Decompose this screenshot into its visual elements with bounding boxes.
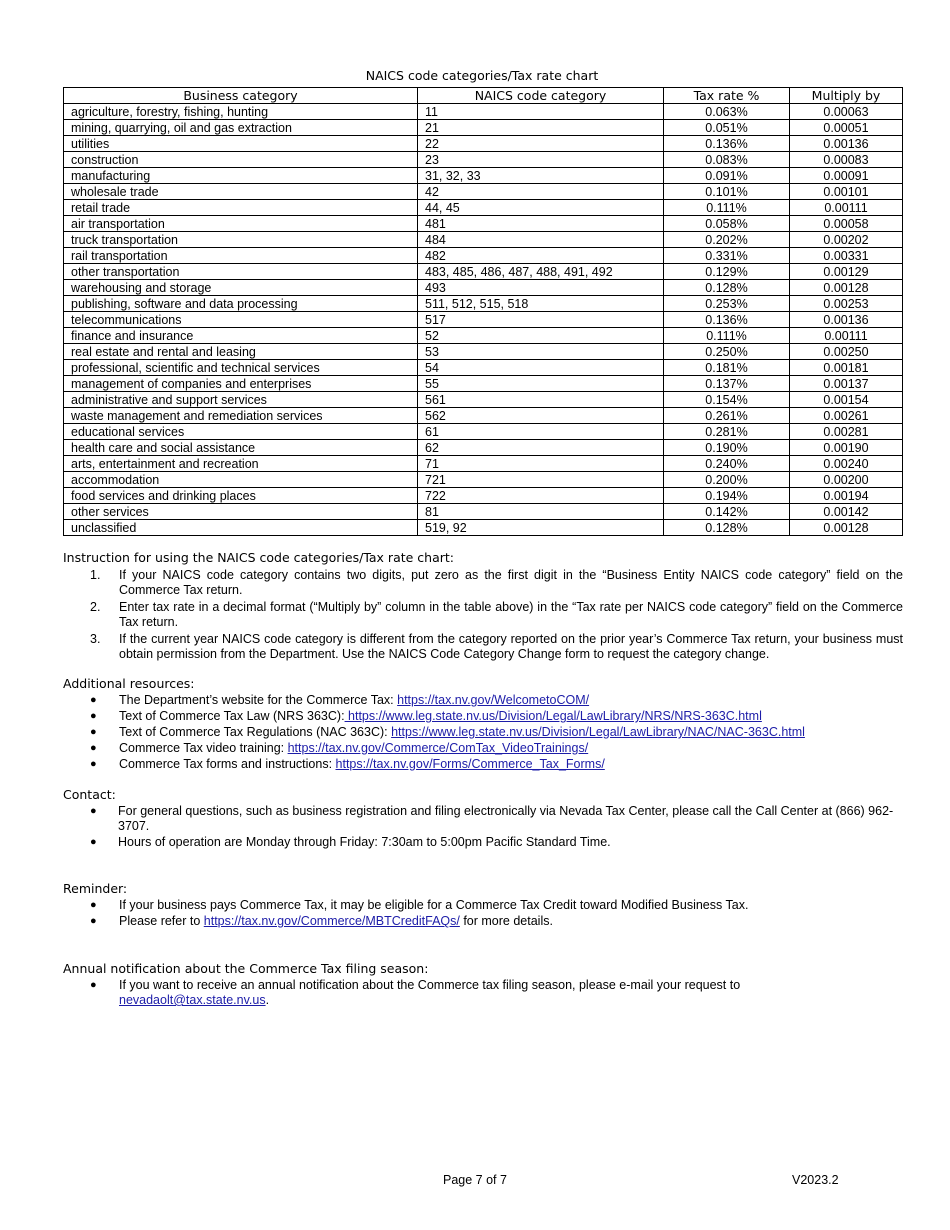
table-row: [64, 472, 903, 488]
bullet-icon: ●: [90, 694, 97, 706]
cell-business-category: retail trade: [64, 200, 418, 216]
page-number: Page 7 of 7: [443, 1173, 507, 1187]
cell-business-category: unclassified: [64, 520, 418, 536]
cell-tax-rate: 0.250%: [664, 344, 790, 360]
contact-section: [63, 787, 903, 851]
cell-multiply-by: 0.00128: [790, 520, 903, 536]
cell-business-category: air transportation: [64, 216, 418, 232]
video-training-link[interactable]: https://tax.nv.gov/Commerce/ComTax_VideoTrainings/: [287, 741, 589, 755]
cell-business-category: publishing, software and data processing: [64, 296, 418, 312]
instructions-heading: Instruction for using the NAICS code categories/Tax rate chart:: [63, 550, 455, 565]
resources-section: [63, 676, 903, 773]
cell-multiply-by: 0.00111: [790, 328, 903, 344]
cell-multiply-by: 0.00137: [790, 376, 903, 392]
table-row: [64, 216, 903, 232]
header-tax-rate: Tax rate %: [664, 88, 790, 104]
table-row: [64, 456, 903, 472]
cell-tax-rate: 0.142%: [664, 504, 790, 520]
cell-naics-code: 721: [418, 472, 664, 488]
table-row: [64, 344, 903, 360]
list-item: ● Text of Commerce Tax Regulations (NAC 363C): https://www.leg.state.nv.us/Division/Legal/LawLibrary/NAC/NAC-363C.html: [90, 725, 805, 739]
cell-multiply-by: 0.00101: [790, 184, 903, 200]
cell-multiply-by: 0.00083: [790, 152, 903, 168]
cell-naics-code: 54: [418, 360, 664, 376]
version-label: V2023.2: [792, 1173, 839, 1187]
cell-tax-rate: 0.128%: [664, 520, 790, 536]
cell-multiply-by: 0.00058: [790, 216, 903, 232]
table-row: [64, 376, 903, 392]
resources-heading: Additional resources:: [63, 676, 195, 691]
table-row: [64, 504, 903, 520]
cell-naics-code: 62: [418, 440, 664, 456]
cell-naics-code: 11: [418, 104, 664, 120]
cell-multiply-by: 0.00136: [790, 312, 903, 328]
cell-business-category: manufacturing: [64, 168, 418, 184]
header-multiply-by: Multiply by: [790, 88, 903, 104]
cell-business-category: accommodation: [64, 472, 418, 488]
bullet-icon: ●: [90, 805, 97, 817]
cell-multiply-by: 0.00129: [790, 264, 903, 280]
cell-tax-rate: 0.091%: [664, 168, 790, 184]
cell-tax-rate: 0.111%: [664, 200, 790, 216]
cell-business-category: telecommunications: [64, 312, 418, 328]
table-title: NAICS code categories/Tax rate chart: [365, 68, 599, 83]
forms-instructions-link[interactable]: https://tax.nv.gov/Forms/Commerce_Tax_Forms/: [335, 757, 605, 771]
cell-business-category: professional, scientific and technical services: [64, 360, 418, 376]
cell-business-category: finance and insurance: [64, 328, 418, 344]
table-row: [64, 520, 903, 536]
email-link[interactable]: nevadaolt@tax.state.nv.us: [119, 993, 266, 1007]
cell-multiply-by: 0.00331: [790, 248, 903, 264]
cell-multiply-by: 0.00190: [790, 440, 903, 456]
cell-naics-code: 23: [418, 152, 664, 168]
cell-multiply-by: 0.00091: [790, 168, 903, 184]
cell-naics-code: 53: [418, 344, 664, 360]
table-row: [64, 488, 903, 504]
cell-multiply-by: 0.00281: [790, 424, 903, 440]
list-item: ● For general questions, such as business registration and filing electronically via Nevada Tax Center, please call the Call Center at (866) 962-3707.: [90, 804, 894, 833]
list-item: ● Text of Commerce Tax Law (NRS 363C): https://www.leg.state.nv.us/Division/Legal/LawLibrary/NRS/NRS-363C.html: [90, 709, 762, 723]
table-row: [64, 248, 903, 264]
cell-multiply-by: 0.00200: [790, 472, 903, 488]
list-item: ● Commerce Tax forms and instructions: https://tax.nv.gov/Forms/Commerce_Tax_Forms/: [90, 757, 605, 771]
cell-tax-rate: 0.181%: [664, 360, 790, 376]
cell-tax-rate: 0.128%: [664, 280, 790, 296]
table-row: [64, 152, 903, 168]
cell-multiply-by: 0.00261: [790, 408, 903, 424]
table-row: [64, 408, 903, 424]
table-row: [64, 280, 903, 296]
cell-business-category: construction: [64, 152, 418, 168]
nac-363c-link[interactable]: https://www.leg.state.nv.us/Division/Legal/LawLibrary/NAC/NAC-363C.html: [391, 725, 805, 739]
cell-business-category: truck transportation: [64, 232, 418, 248]
cell-tax-rate: 0.240%: [664, 456, 790, 472]
table-row: [64, 312, 903, 328]
list-item: ● Hours of operation are Monday through Friday: 7:30am to 5:00pm Pacific Standard Time.: [90, 835, 611, 849]
cell-tax-rate: 0.051%: [664, 120, 790, 136]
list-item: ● Please refer to https://tax.nv.gov/Commerce/MBTCreditFAQs/ for more details.: [90, 914, 553, 928]
cell-tax-rate: 0.111%: [664, 328, 790, 344]
cell-multiply-by: 0.00142: [790, 504, 903, 520]
cell-business-category: agriculture, forestry, fishing, hunting: [64, 104, 418, 120]
bullet-icon: ●: [90, 836, 97, 848]
cell-tax-rate: 0.281%: [664, 424, 790, 440]
bullet-icon: ●: [90, 899, 97, 911]
cell-tax-rate: 0.154%: [664, 392, 790, 408]
cell-business-category: waste management and remediation services: [64, 408, 418, 424]
cell-tax-rate: 0.063%: [664, 104, 790, 120]
cell-tax-rate: 0.253%: [664, 296, 790, 312]
cell-tax-rate: 0.137%: [664, 376, 790, 392]
cell-tax-rate: 0.202%: [664, 232, 790, 248]
table-row: [64, 440, 903, 456]
cell-multiply-by: 0.00250: [790, 344, 903, 360]
instruction-step: 1. If your NAICS code category contains two digits, put zero as the first digit in the “Business Entity NAICS code category” field on the Commerce Tax return.: [90, 568, 903, 597]
instructions-section: [63, 550, 903, 664]
cell-naics-code: 31, 32, 33: [418, 168, 664, 184]
cell-tax-rate: 0.136%: [664, 136, 790, 152]
naics-tax-rate-table: [63, 87, 903, 536]
cell-business-category: rail transportation: [64, 248, 418, 264]
cell-naics-code: 519, 92: [418, 520, 664, 536]
bullet-icon: ●: [90, 979, 97, 991]
cell-business-category: utilities: [64, 136, 418, 152]
cell-naics-code: 481: [418, 216, 664, 232]
cell-tax-rate: 0.194%: [664, 488, 790, 504]
cell-multiply-by: 0.00136: [790, 136, 903, 152]
bullet-icon: ●: [90, 710, 97, 722]
cell-multiply-by: 0.00202: [790, 232, 903, 248]
list-item: ● Commerce Tax video training: https://tax.nv.gov/Commerce/ComTax_VideoTrainings/: [90, 741, 589, 755]
bullet-icon: ●: [90, 726, 97, 738]
cell-business-category: health care and social assistance: [64, 440, 418, 456]
cell-multiply-by: 0.00051: [790, 120, 903, 136]
cell-naics-code: 517: [418, 312, 664, 328]
cell-tax-rate: 0.331%: [664, 248, 790, 264]
cell-naics-code: 44, 45: [418, 200, 664, 216]
cell-tax-rate: 0.058%: [664, 216, 790, 232]
cell-naics-code: 42: [418, 184, 664, 200]
cell-naics-code: 71: [418, 456, 664, 472]
table-row: [64, 360, 903, 376]
annual-notification-list: [63, 978, 903, 1008]
cell-business-category: food services and drinking places: [64, 488, 418, 504]
cell-tax-rate: 0.129%: [664, 264, 790, 280]
cell-business-category: other services: [64, 504, 418, 520]
instruction-step: 3. If the current year NAICS code category is different from the category reported on the prior year’s Commerce Tax return, your business must obtain permission from the Department. Use the NAICS Code Category Change form to request the category change.: [90, 632, 903, 661]
table-row: [64, 328, 903, 344]
cell-multiply-by: 0.00240: [790, 456, 903, 472]
cell-tax-rate: 0.136%: [664, 312, 790, 328]
cell-tax-rate: 0.200%: [664, 472, 790, 488]
reminder-list: [63, 898, 903, 929]
contact-heading: Contact:: [63, 787, 116, 802]
cell-tax-rate: 0.101%: [664, 184, 790, 200]
instructions-list: [63, 568, 903, 662]
cell-multiply-by: 0.00111: [790, 200, 903, 216]
cell-naics-code: 61: [418, 424, 664, 440]
cell-naics-code: 511, 512, 515, 518: [418, 296, 664, 312]
cell-business-category: warehousing and storage: [64, 280, 418, 296]
commerce-tax-website-link[interactable]: https://tax.nv.gov/WelcometoCOM/: [397, 693, 590, 707]
cell-naics-code: 483, 485, 486, 487, 488, 491, 492: [418, 264, 664, 280]
cell-multiply-by: 0.00253: [790, 296, 903, 312]
table-row: [64, 136, 903, 152]
table-row: [64, 392, 903, 408]
cell-business-category: management of companies and enterprises: [64, 376, 418, 392]
table-row: [64, 168, 903, 184]
cell-business-category: real estate and rental and leasing: [64, 344, 418, 360]
table-row: [64, 296, 903, 312]
table-row: [64, 104, 903, 120]
cell-naics-code: 52: [418, 328, 664, 344]
cell-naics-code: 55: [418, 376, 664, 392]
table-row: [64, 184, 903, 200]
contact-list: [63, 804, 903, 850]
cell-naics-code: 21: [418, 120, 664, 136]
list-item: ● The Department’s website for the Commerce Tax: https://tax.nv.gov/WelcometoCOM/: [90, 693, 590, 707]
list-item: ● If you want to receive an annual notification about the Commerce tax filing season, please e-mail your request to nevadaolt@tax.state.nv.us.: [90, 978, 741, 1007]
header-naics-code-category: NAICS code category: [418, 88, 664, 104]
cell-multiply-by: 0.00194: [790, 488, 903, 504]
cell-tax-rate: 0.190%: [664, 440, 790, 456]
header-business-category: Business category: [64, 88, 418, 104]
bullet-icon: ●: [90, 915, 97, 927]
nrs-363c-link[interactable]: https://www.leg.state.nv.us/Division/Legal/LawLibrary/NRS/NRS-363C.html: [344, 709, 762, 723]
cell-naics-code: 22: [418, 136, 664, 152]
table-row: [64, 424, 903, 440]
table-body: [64, 104, 903, 536]
bullet-icon: ●: [90, 742, 97, 754]
cell-multiply-by: 0.00181: [790, 360, 903, 376]
resources-list: [63, 693, 903, 772]
annual-notification-heading: Annual notification about the Commerce Tax filing season:: [63, 961, 429, 976]
table-row: [64, 200, 903, 216]
cell-multiply-by: 0.00128: [790, 280, 903, 296]
cell-multiply-by: 0.00063: [790, 104, 903, 120]
mbt-credit-faqs-link[interactable]: https://tax.nv.gov/Commerce/MBTCreditFAQs/: [203, 914, 460, 928]
instruction-step: 2. Enter tax rate in a decimal format (“Multiply by” column in the table above) in the “Tax rate per NAICS code category” field on the Commerce Tax return.: [90, 600, 903, 629]
cell-naics-code: 561: [418, 392, 664, 408]
list-item: ● If your business pays Commerce Tax, it may be eligible for a Commerce Tax Credit toward Modified Business Tax.: [90, 898, 749, 912]
cell-business-category: arts, entertainment and recreation: [64, 456, 418, 472]
annual-notification-section: [63, 961, 903, 1009]
cell-naics-code: 482: [418, 248, 664, 264]
bullet-icon: ●: [90, 758, 97, 770]
cell-naics-code: 484: [418, 232, 664, 248]
cell-business-category: administrative and support services: [64, 392, 418, 408]
cell-naics-code: 722: [418, 488, 664, 504]
cell-multiply-by: 0.00154: [790, 392, 903, 408]
table-row: [64, 264, 903, 280]
table-header-row: [64, 88, 903, 104]
cell-naics-code: 562: [418, 408, 664, 424]
cell-tax-rate: 0.261%: [664, 408, 790, 424]
reminder-section: [63, 881, 903, 930]
cell-business-category: other transportation: [64, 264, 418, 280]
cell-tax-rate: 0.083%: [664, 152, 790, 168]
cell-naics-code: 81: [418, 504, 664, 520]
cell-business-category: mining, quarrying, oil and gas extraction: [64, 120, 418, 136]
table-row: [64, 120, 903, 136]
cell-business-category: educational services: [64, 424, 418, 440]
table-row: [64, 232, 903, 248]
reminder-heading: Reminder:: [63, 881, 128, 896]
cell-business-category: wholesale trade: [64, 184, 418, 200]
cell-naics-code: 493: [418, 280, 664, 296]
